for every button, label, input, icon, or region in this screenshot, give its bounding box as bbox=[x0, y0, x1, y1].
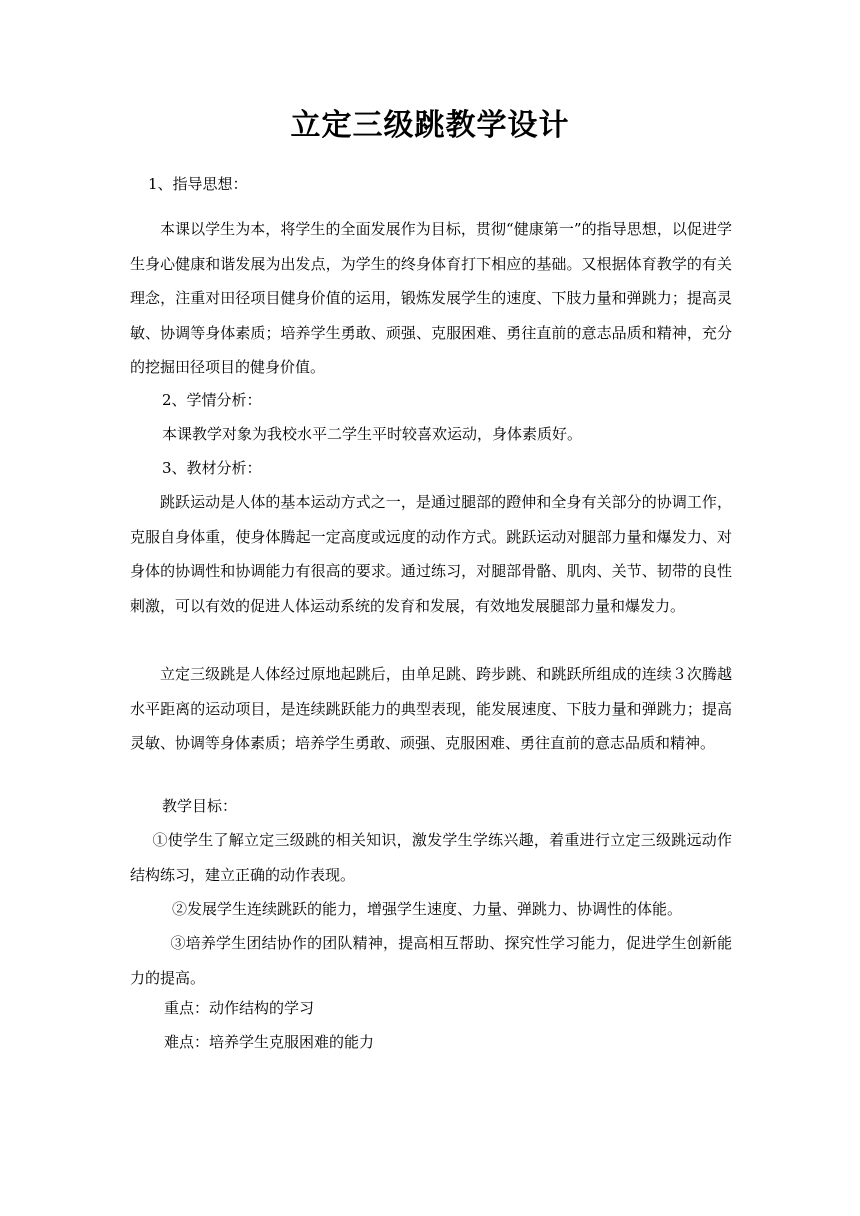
material-paragraph-2: 立定三级跳是人体经过原地起跳后，由单足跳、跨步跳、和跳跃所组成的连续３次腾越水平距离的运动项目，是连续跳跃能力的典型表现，能发展速度、下肢力量和弹跳力；提高灵敏、协调等身体素质；培养学生勇敢、顽强、克服困难、勇往直前的意志品质和精神。 bbox=[130, 665, 732, 752]
goal-1: ①使学生了解立定三级跳的相关知识，激发学生学练兴趣，着重进行立定三级跳远动作结构练习，建立正确的动作表现。 bbox=[130, 831, 732, 884]
material-heading: 3、教材分析： bbox=[162, 459, 262, 477]
goal-2: ②发展学生连续跳跃的能力，增强学生速度、力量、弹跳力、协调性的体能。 bbox=[172, 900, 683, 918]
student-paragraph: 本课教学对象为我校水平二学生平时较喜欢运动，身体素质好。 bbox=[162, 425, 583, 443]
material-section-2 bbox=[130, 657, 732, 761]
goal-3: ③培养学生团结协作的团队精神，提高相互帮助、探究性学习能力，促进学生创新能力的提高。 bbox=[130, 934, 732, 987]
document-title: 立定三级跳教学设计 bbox=[290, 108, 570, 143]
goal-1-section bbox=[130, 823, 732, 892]
material-section-1 bbox=[130, 485, 732, 623]
goals-heading: 教学目标： bbox=[162, 797, 238, 815]
student-heading: 2、学情分析： bbox=[162, 391, 262, 409]
key-point: 重点：动作结构的学习 bbox=[164, 999, 315, 1017]
difficulty: 难点：培养学生克服困难的能力 bbox=[164, 1033, 375, 1051]
material-paragraph-1: 跳跃运动是人体的基本运动方式之一，是通过腿部的蹬伸和全身有关部分的协调工作，克服自身体重，使身体腾起一定高度或远度的动作方式。跳跃运动对腿部力量和爆发力、对身体的协调性和协调能力有很高的要求。通过练习，对腿部骨骼、肌肉、关节、韧带的良性刺激，可以有效的促进人体运动系统的发育和发展，有效地发展腿部力量和爆发力。 bbox=[130, 493, 732, 615]
guiding-section bbox=[130, 212, 732, 385]
guiding-paragraph: 本课以学生为本，将学生的全面发展作为目标，贯彻“健康第一”的指导思想，以促进学生身心健康和谐发展为出发点，为学生的终身体育打下相应的基础。又根据体育教学的有关理念，注重对田径项目健身价值的运用，锻炼发展学生的速度、下肢力量和弹跳力；提高灵敏、协调等身体素质；培养学生勇敢、顽强、克服困难、勇往直前的意志品质和精神，充分的挖掘田径项目的健身价值。 bbox=[130, 220, 732, 376]
goal-3-section bbox=[130, 926, 732, 995]
guiding-heading: 1、指导思想： bbox=[148, 175, 248, 193]
